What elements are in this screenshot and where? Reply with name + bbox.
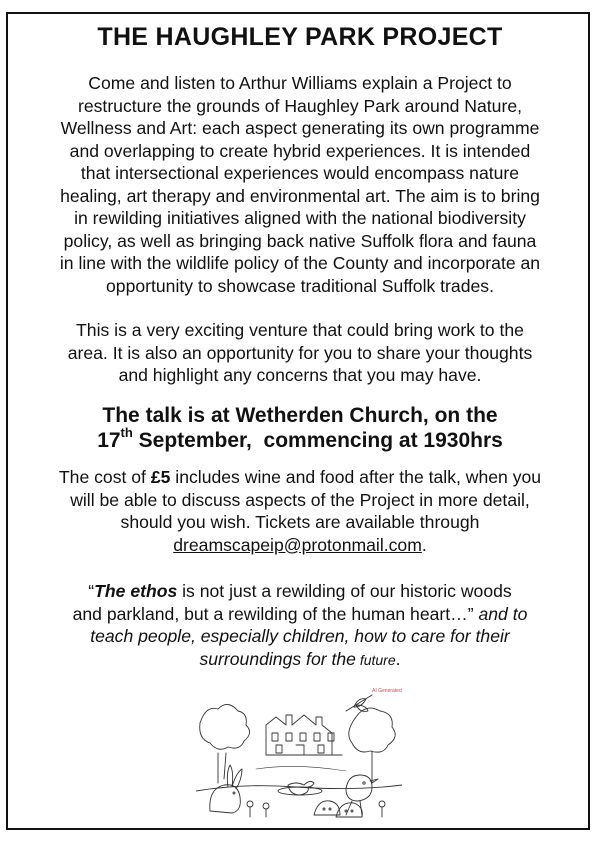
talk-time-line: September, commencing at 1930hrs [132, 429, 503, 452]
rabbit [210, 765, 242, 813]
venture-line: area. It is also an opportunity for you to share your thoughts [67, 342, 533, 363]
quote-future: future [355, 651, 396, 668]
cost-paragraph [12, 466, 588, 556]
dragonfly [346, 695, 372, 711]
cost-line: includes wine and food after the talk, when you [170, 467, 542, 487]
page-title: THE HAUGHLEY PARK PROJECT [97, 23, 503, 51]
talk-details [0, 403, 600, 453]
park-wildlife-illustration [196, 683, 402, 823]
bird [346, 775, 378, 815]
quote-open: “ [88, 581, 95, 601]
intro-line: restructure the grounds of Haughley Park around Nature, [77, 95, 522, 116]
email-link[interactable]: dreamscapeip@protonmail.com [173, 534, 422, 555]
intro-line: that intersectional experiences would encompass nature [80, 163, 520, 183]
quote-italic: surroundings for the [199, 648, 356, 669]
ethos-emphasis: The ethos [94, 581, 178, 601]
talk-day-suffix: th [120, 425, 133, 440]
quote-end: . [395, 648, 401, 669]
ticket-price: £5 [150, 467, 171, 487]
ethos-quote [12, 580, 588, 671]
email-suffix: . [421, 534, 427, 555]
talk-day: 17 [97, 429, 121, 452]
intro-line: opportunity to showcase traditional Suffolk trades. [106, 275, 494, 296]
talk-venue-line: The talk is at Wetherden Church, on the [102, 404, 498, 427]
hedgehogs [314, 801, 362, 817]
tree-right [349, 708, 395, 752]
venture-line: This is a very exciting venture that could bring work to the [76, 320, 524, 340]
tree-left [200, 704, 250, 749]
quote-text: is not just a rewilding of our historic woods [177, 581, 512, 601]
intro-line: in line with the wildlife policy of the County and incorporate an [59, 253, 541, 273]
intro-paragraph [12, 72, 588, 297]
quote-italic: and to [473, 603, 528, 624]
venture-paragraph [12, 319, 588, 387]
cost-line: will be able to discuss aspects of the Project in more detail, [70, 489, 530, 510]
ai-generated-watermark: AI Generated [372, 688, 402, 694]
cost-line: should you wish. Tickets are available through [120, 512, 480, 532]
manor-house [266, 715, 342, 755]
intro-line: in rewilding initiatives aligned with the national biodiversity [74, 208, 526, 228]
intro-line: healing, art therapy and environmental art. The aim is to bring [60, 185, 540, 206]
quote-italic: teach people, especially children, how to care for their [90, 626, 510, 646]
intro-line: policy, as well as bringing back native Suffolk flora and fauna [63, 230, 537, 251]
intro-line: Wellness and Art: each aspect generating its own programme [60, 118, 540, 138]
intro-line: and overlapping to create hybrid experiences. It is intended [69, 140, 531, 161]
quote-text: and parkland, but a rewilding of the human heart…” [72, 603, 474, 624]
intro-line: Come and listen to Arthur Williams explain a Project to [88, 73, 512, 93]
venture-line: and highlight any concerns that you may have. [118, 365, 482, 385]
cost-prefix: The cost of [58, 467, 151, 487]
duck [278, 781, 322, 795]
